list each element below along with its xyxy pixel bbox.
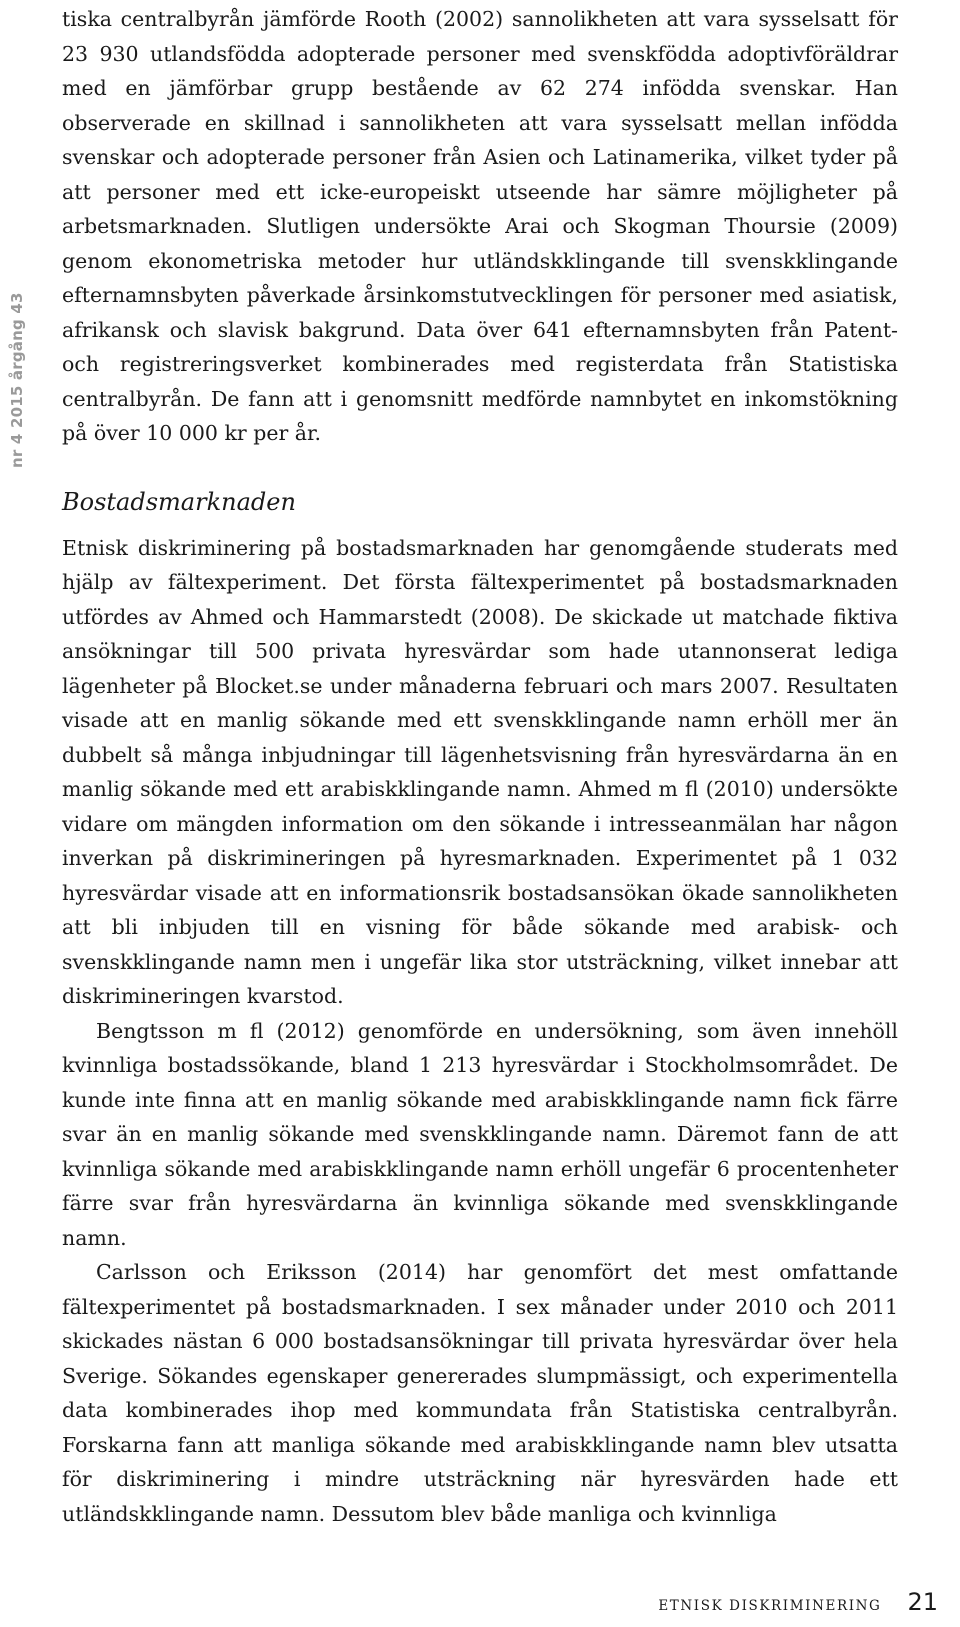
running-title: ETNISK DISKRIMINERING: [658, 1598, 882, 1614]
issue-sidebar-label: nr 4 2015 årgång 43: [8, 292, 26, 468]
paragraph-3: Bengtsson m fl (2012) genomförde en undersökning, som även innehöll kvinnliga bostadssökande, bland 1 213 hyresvärdar i Stockholmsområdet. De kunde inte finna att en manlig sökande med arabiskklingande namn fick färre svar än en manlig sökande med svenskklingande namn. Däremot fann de att kvinnliga sökande med arabiskklingande namn erhöll ungefär 6 procentenheter färre svar från hyresvärdarna än kvinnliga sökande med svenskklingande namn.: [62, 1018, 898, 1250]
article-body: [62, 2, 898, 1531]
section-heading: Bostadsmarknaden: [62, 487, 296, 516]
page-number: 21: [907, 1588, 938, 1616]
paragraph-4: Carlsson och Eriksson (2014) har genomfört det mest omfattande fältexperimentet på bostadsmarknaden. I sex månader under 2010 och 2011 skickades nästan 6 000 bostadsansökningar till privata hyresvärdar över hela Sverige. Sökandes egenskaper genererades slumpmässigt, och experimentella data kombinerades ihop med kommundata från Statistiska centralbyrån. Forskarna fann att manliga sökande med arabiskklingande namn blev utsatta för diskriminering i mindre utsträckning när hyresvärden hade ett utländskklingande namn. Dessutom blev både manliga och kvinnliga: [62, 1260, 898, 1526]
page-footer: [658, 1588, 938, 1616]
paragraph-2: Etnisk diskriminering på bostadsmarknaden har genomgående studerats med hjälp av fältexperiment. Det första fältexperimentet på bostadsmarknaden utfördes av Ahmed och Hammarstedt (2008). De skickade ut matchade fiktiva ansökningar till 500 privata hyresvärdar som hade utannonserat lediga lägenheter på Blocket.se under månaderna februari och mars 2007. Resultaten visade att en manlig sökande med ett svenskklingande namn erhöll mer än dubbelt så många inbjudningar till lägenhetsvisning från hyresvärdarna än en manlig sökande med ett arabiskklingande namn. Ahmed m fl (2010) undersökte vidare om mängden information om den sökande i intresseanmälan har någon inverkan på diskrimineringen på hyresmarknaden. Experimentet på 1 032 hyresvärdar visade att en informationsrik bostadsansökan ökade sannolikheten att bli inbjuden till en visning för både sökande med arabisk- och svenskklingande namn men i ungefär lika stor utsträckning, vilket innebar att diskrimineringen kvarstod.: [62, 535, 898, 1008]
paragraph-1: tiska centralbyrån jämförde Rooth (2002) sannolikheten att vara sysselsatt för 23 930 utlandsfödda adopterade personer med svenskfödda adoptivföräldrar med en jämförbar grupp bestående av 62 274 infödda svenskar. Han observerade en skillnad i sannolikheten att vara sysselsatt mellan infödda svenskar och adopterade personer från Asien och Latinamerika, vilket tyder på att personer med ett icke-europeiskt utseende har sämre möjligheter på arbetsmarknaden. Slutligen undersökte Arai och Skogman Thoursie (2009) genom ekonometriska metoder hur utländskklingande till svenskklingande efternamnsbyten påverkade årsinkomstutvecklingen för personer med asiatisk, afrikansk och slavisk bakgrund. Data över 641 efternamnsbyten från Patent- och registreringsverket kombinerades med registerdata från Statistiska centralbyrån. De fann att i genomsnitt medförde namnbytet en inkomstökning på över 10 000 kr per år.: [62, 7, 898, 445]
